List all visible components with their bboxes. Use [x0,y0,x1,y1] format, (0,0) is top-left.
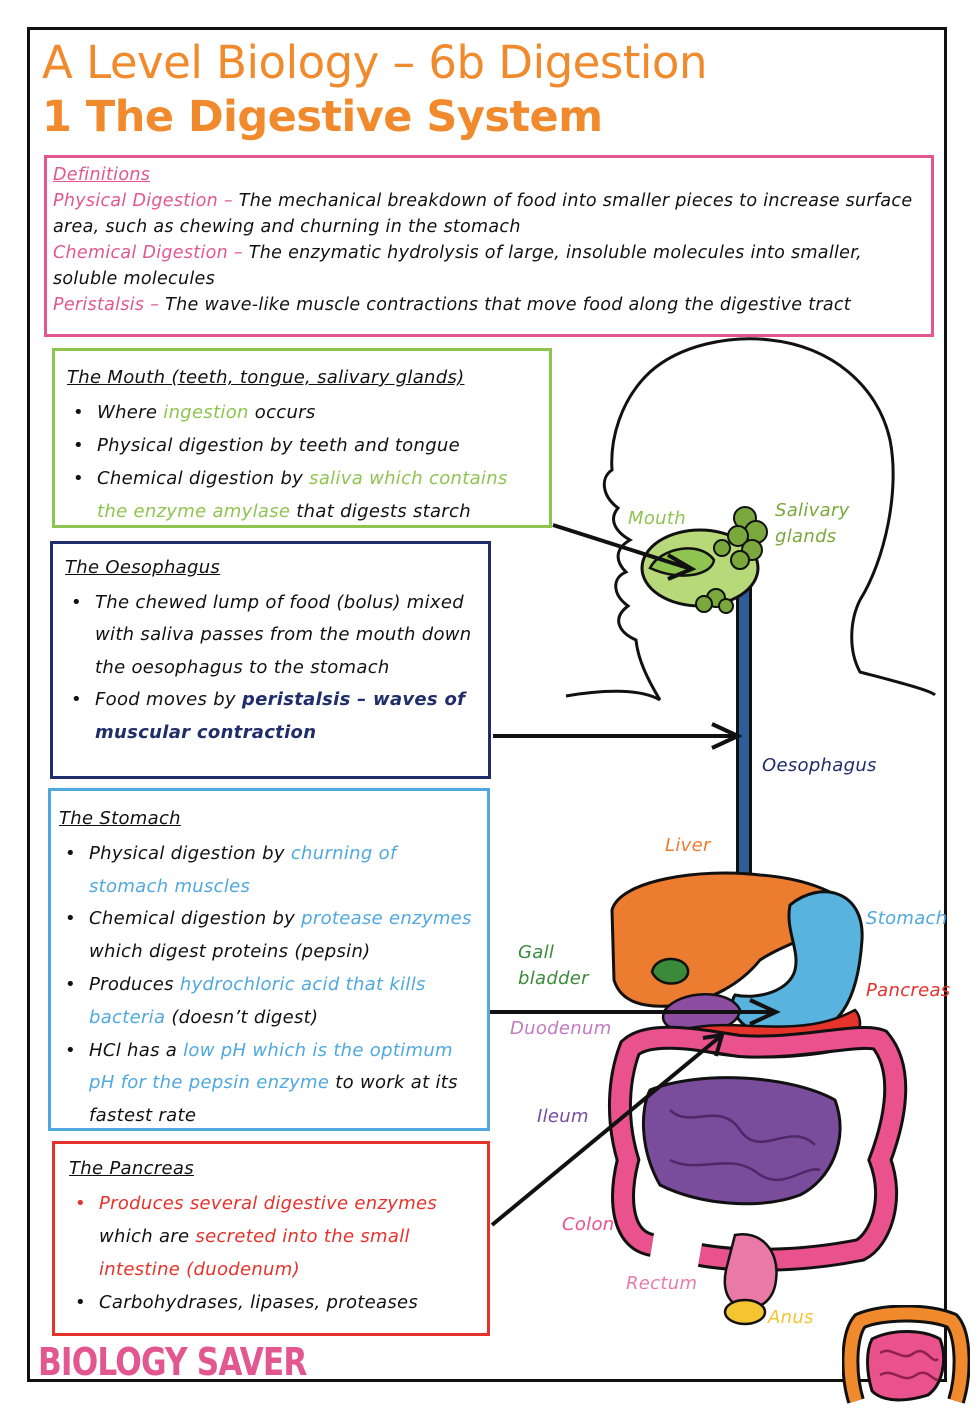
text: Chemical digestion by [97,468,310,489]
label-colon: Colon [562,1214,615,1235]
list-item: • Physical digestion by teeth and tongue [67,429,537,462]
label-gall-1: Gall [518,942,555,963]
list-item: • Carbohydrases, lipases, proteases [69,1286,473,1319]
text: Produces [89,973,180,995]
text: which digest proteins (pepsin) [89,941,371,963]
text: HCl has a [89,1039,184,1061]
definition-text: The mechanical breakdown of food into smaller pieces to increase surface area, such as chewing and churning in the stomach [53,191,913,237]
definition-text: The wave-like muscle contractions that move food along the digestive tract [159,295,851,315]
highlight-text: saliva which contains the enzyme amylase [97,468,508,522]
text: Food moves by [95,689,242,710]
list-item: • The chewed lump of food (bolus) mixed with saliva passes from the mouth down the oesophagus to the stomach [65,587,476,685]
label-pancreas: Pancreas [866,980,951,1001]
highlight-text: low pH which is the optimum pH for the pepsin enzyme [89,1039,453,1094]
highlight-text: Produces several digestive enzymes [99,1193,438,1214]
text: Physical digestion by [89,842,291,864]
biology-saver-logo: BIOLOGY SAVER [38,1340,307,1384]
label-duodenum: Duodenum [510,1018,612,1039]
pancreas-title: The Pancreas [69,1158,194,1179]
highlight-text: ingestion [163,402,249,423]
text: Where [97,402,164,423]
text: that digests starch [290,501,471,522]
label-mouth: Mouth [628,508,686,529]
shoulder-outline [566,691,660,700]
definition-term: Peristalsis – [53,295,160,315]
label-salivary-1: Salivary [775,500,850,521]
stomach-title: The Stomach [59,808,181,829]
gall-bladder-shape [652,959,688,984]
page-title: A Level Biology – 6b Digestion [42,36,707,89]
definition-term: Physical Digestion – [53,191,233,211]
label-liver: Liver [665,835,711,856]
label-anus: Anus [768,1307,814,1328]
text: to work at its fastest rate [89,1072,458,1127]
text: occurs [248,402,316,423]
definition-text: The enzymatic hydrolysis of large, insoluble molecules into smaller, soluble molecules [53,243,862,289]
label-rectum: Rectum [626,1273,698,1294]
text: which are [99,1226,196,1247]
text: (doesn’t digest) [165,1006,319,1028]
label-stomach: Stomach [866,908,948,929]
highlight-text: secreted into the small intestine (duodenum) [99,1226,410,1280]
highlight-text: protease enzymes [301,908,472,930]
highlight-text: hydrochloric acid that kills bacteria [89,973,426,1028]
label-oesophagus: Oesophagus [762,755,877,776]
oesophagus-title: The Oesophagus [65,557,221,578]
highlight-text: churning of stomach muscles [89,842,397,897]
highlight-text: peristalsis – waves of muscular contraction [95,689,466,743]
page-subtitle: 1 The Digestive System [42,92,603,142]
definitions-heading: Definitions [53,165,151,185]
anus-shape [725,1300,765,1324]
label-salivary-2: glands [775,526,837,547]
text: Chemical digestion by [89,908,302,930]
mouth-title: The Mouth (teeth, tongue, salivary glands) [67,367,465,388]
rectum-shape [725,1234,777,1308]
definition-term: Chemical Digestion – [53,243,243,263]
label-gall-2: bladder [518,968,589,989]
label-ileum: Ileum [537,1106,589,1127]
intestine-icon [842,1305,970,1409]
